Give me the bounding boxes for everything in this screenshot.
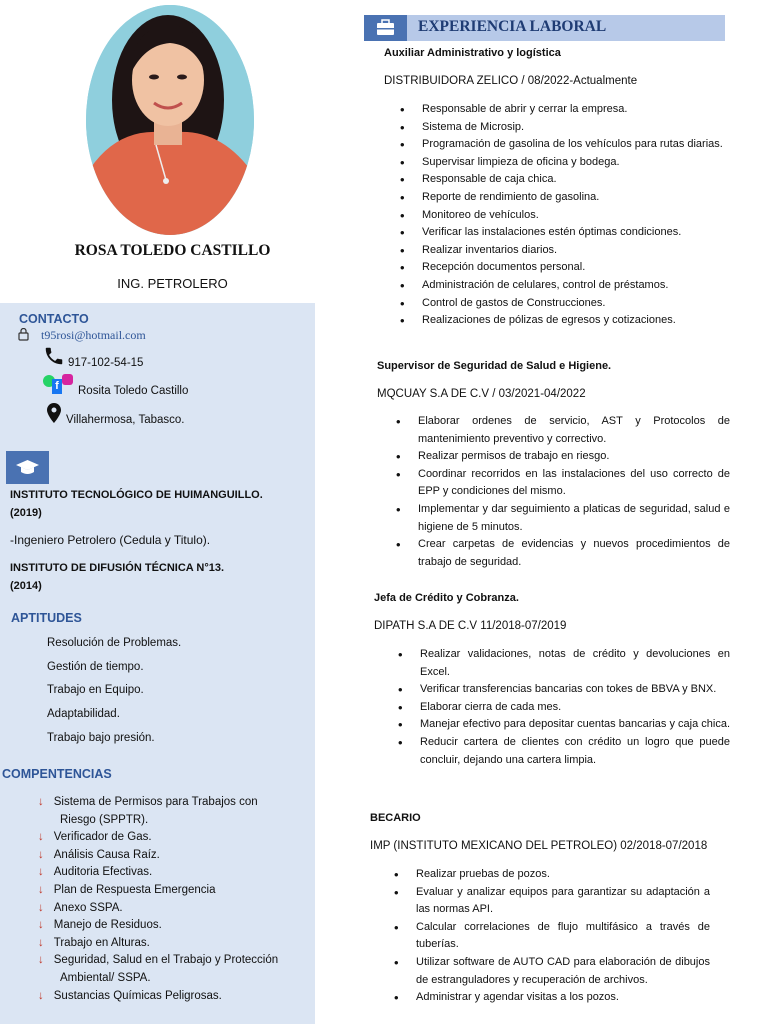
facebook-icon: f — [52, 379, 62, 394]
job-bullet-item: • Monitoreo de vehículos. — [398, 207, 748, 225]
job-bullet-item: • Reducir cartera de clientes con crédito un logro que puede concluir, dejando una cartera limpia. — [396, 734, 730, 769]
competencia-item-continued: Ambiental/ SSPA. — [60, 971, 151, 984]
arrow-bullet-icon: ↓ — [38, 831, 44, 844]
location-text: Villahermosa, Tabasco. — [66, 414, 185, 426]
aptitude-item: Adaptabilidad. — [47, 708, 120, 720]
email-link[interactable]: t95rosi@hotmail.com — [41, 328, 146, 342]
job-bullet-item: • Verificar transferencias bancarias con tokes de BBVA y BNX. — [396, 681, 730, 699]
experience-badge — [364, 15, 407, 41]
phone-icon — [43, 345, 65, 372]
profile-photo-illustration — [86, 5, 254, 235]
job-bullet-item: • Realizar pruebas de pozos. — [392, 866, 710, 884]
job-company: DIPATH S.A DE C.V 11/2018-07/2019 — [374, 620, 567, 632]
job-bullet-item: • Responsable de caja chica. — [398, 171, 748, 189]
competencia-item: ↓ Sistema de Permisos para Trabajos con — [38, 796, 258, 808]
job-bullets — [396, 646, 730, 769]
job-bullets — [394, 413, 730, 571]
candidate-name: ROSA TOLEDO CASTILLO — [74, 242, 271, 259]
arrow-bullet-icon: ↓ — [38, 989, 44, 1002]
job-bullet-item: • Reporte de rendimiento de gasolina. — [398, 189, 748, 207]
arrow-bullet-icon: ↓ — [38, 883, 44, 896]
job-bullet-item: • Realizaciones de pólizas de egresos y cotizaciones. — [398, 312, 748, 330]
job-bullet-item: • Crear carpetas de evidencias y nuevos procedimientos de trabajo de seguridad. — [394, 536, 730, 571]
aptitude-item: Gestión de tiempo. — [47, 661, 144, 673]
job-title: Auxiliar Administrativo y logística — [384, 47, 561, 59]
briefcase-icon — [364, 15, 407, 41]
job-title: BECARIO — [370, 812, 421, 824]
graduation-cap-icon — [6, 451, 49, 484]
degree-1: -Ingeniero Petrolero (Cedula y Titulo). — [10, 533, 211, 547]
competencias-list — [38, 794, 308, 1005]
job-bullet-item: • Elaborar ordenes de servicio, AST y Protocolos de mantenimiento preventivo y correctivo. — [394, 413, 730, 448]
job-bullet-item: • Utilizar software de AUTO CAD para elaboración de dibujos de estranguladores y recuperación de archivos. — [392, 954, 710, 989]
education-badge — [6, 451, 49, 484]
job-bullets — [392, 866, 710, 1007]
institution-1-name: INSTITUTO TECNOLÓGICO DE HUIMANGUILLO. — [10, 489, 263, 501]
competencia-item: ↓ Análisis Causa Raíz. — [38, 848, 160, 861]
job-bullet-item: • Verificar las instalaciones estén óptimas condiciones. — [398, 224, 748, 242]
job-bullet-item: • Responsable de abrir y cerrar la empresa. — [398, 101, 748, 119]
competencia-item-continued: Riesgo (SPPTR). — [60, 813, 149, 826]
experience-heading: EXPERIENCIA LABORAL — [418, 18, 607, 35]
location-pin-icon — [47, 403, 61, 428]
arrow-bullet-icon: ↓ — [38, 848, 44, 861]
job-bullet-item: • Supervisar limpieza de oficina y bodega. — [398, 154, 748, 172]
competencias-heading: COMPENTENCIAS — [2, 767, 112, 781]
job-bullet-item: • Manejar efectivo para depositar cuentas bancarias y caja chica. — [396, 716, 730, 734]
candidate-role: ING. PETROLERO — [117, 276, 228, 291]
job-bullet-item: • Elaborar cierra de cada mes. — [396, 699, 730, 717]
arrow-bullet-icon: ↓ — [38, 901, 44, 914]
competencia-item: ↓ Seguridad, Salud en el Trabajo y Protección — [38, 954, 279, 967]
aptitude-item: Trabajo bajo presión. — [47, 732, 155, 744]
job-bullet-item: • Administrar y agendar visitas a los pozos. — [392, 989, 710, 1007]
institution-2-year: (2014) — [10, 580, 42, 592]
competencia-item: ↓ Manejo de Residuos. — [38, 919, 162, 932]
social-name: Rosita Toledo Castillo — [78, 385, 189, 397]
institution-1-year: (2019) — [10, 507, 42, 519]
profile-photo — [86, 5, 254, 235]
job-bullet-item: • Calcular correlaciones de flujo multifásico a través de tuberías. — [392, 919, 710, 954]
contact-heading: CONTACTO — [19, 312, 89, 326]
social-icons — [43, 374, 75, 396]
aptitudes-heading: APTITUDES — [11, 611, 82, 625]
job-bullet-item: • Evaluar y analizar equipos para garantizar su adaptación a las normas API. — [392, 884, 710, 919]
institution-2-name: INSTITUTO DE DIFUSIÓN TÉCNICA N°13. — [10, 562, 225, 574]
competencia-item: ↓ Auditoria Efectivas. — [38, 866, 153, 879]
job-bullet-item: • Realizar validaciones, notas de crédito y devoluciones en Excel. — [396, 646, 730, 681]
email-icon — [18, 328, 29, 346]
aptitude-item: Resolución de Problemas. — [47, 637, 182, 649]
arrow-bullet-icon: ↓ — [38, 866, 44, 879]
competencia-item: ↓ Anexo SSPA. — [38, 901, 123, 914]
job-bullet-item: • Realizar inventarios diarios. — [398, 242, 748, 260]
job-bullet-item: • Programación de gasolina de los vehículos para rutas diarias. — [398, 136, 748, 154]
job-bullets — [398, 101, 748, 330]
arrow-bullet-icon: ↓ — [38, 796, 44, 808]
arrow-bullet-icon: ↓ — [38, 954, 44, 967]
job-bullet-item: • Coordinar recorridos en las instalaciones del uso correcto de EPP y condiciones del mismo. — [394, 466, 730, 501]
job-company: IMP (INSTITUTO MEXICANO DEL PETROLEO) 02/2018-07/2018 — [370, 840, 708, 852]
job-bullet-item: • Control de gastos de Construcciones. — [398, 295, 748, 313]
job-bullet-item: • Administración de celulares, control de préstamos. — [398, 277, 748, 295]
competencia-item: ↓ Trabajo en Alturas. — [38, 936, 150, 949]
job-company: DISTRIBUIDORA ZELICO / 08/2022-Actualmente — [384, 75, 638, 87]
phone-number: 917-102-54-15 — [68, 357, 144, 369]
job-bullet-item: • Recepción documentos personal. — [398, 259, 748, 277]
aptitude-item: Trabajo en Equipo. — [47, 684, 144, 696]
job-bullet-item: • Sistema de Microsip. — [398, 119, 748, 137]
job-bullet-item: • Realizar permisos de trabajo en riesgo. — [394, 448, 730, 466]
arrow-bullet-icon: ↓ — [38, 919, 44, 932]
job-title: Jefa de Crédito y Cobranza. — [374, 592, 519, 604]
job-title: Supervisor de Seguridad de Salud e Higiene. — [377, 360, 612, 372]
competencia-item: ↓ Sustancias Químicas Peligrosas. — [38, 989, 222, 1002]
competencia-item: ↓ Verificador de Gas. — [38, 831, 152, 844]
job-company: MQCUAY S.A DE C.V / 03/2021-04/2022 — [377, 388, 586, 400]
instagram-icon — [62, 374, 73, 385]
competencia-item: ↓ Plan de Respuesta Emergencia — [38, 883, 216, 896]
job-bullet-item: • Implementar y dar seguimiento a platicas de seguridad, salud e higiene de 5 minutos. — [394, 501, 730, 536]
arrow-bullet-icon: ↓ — [38, 936, 44, 949]
